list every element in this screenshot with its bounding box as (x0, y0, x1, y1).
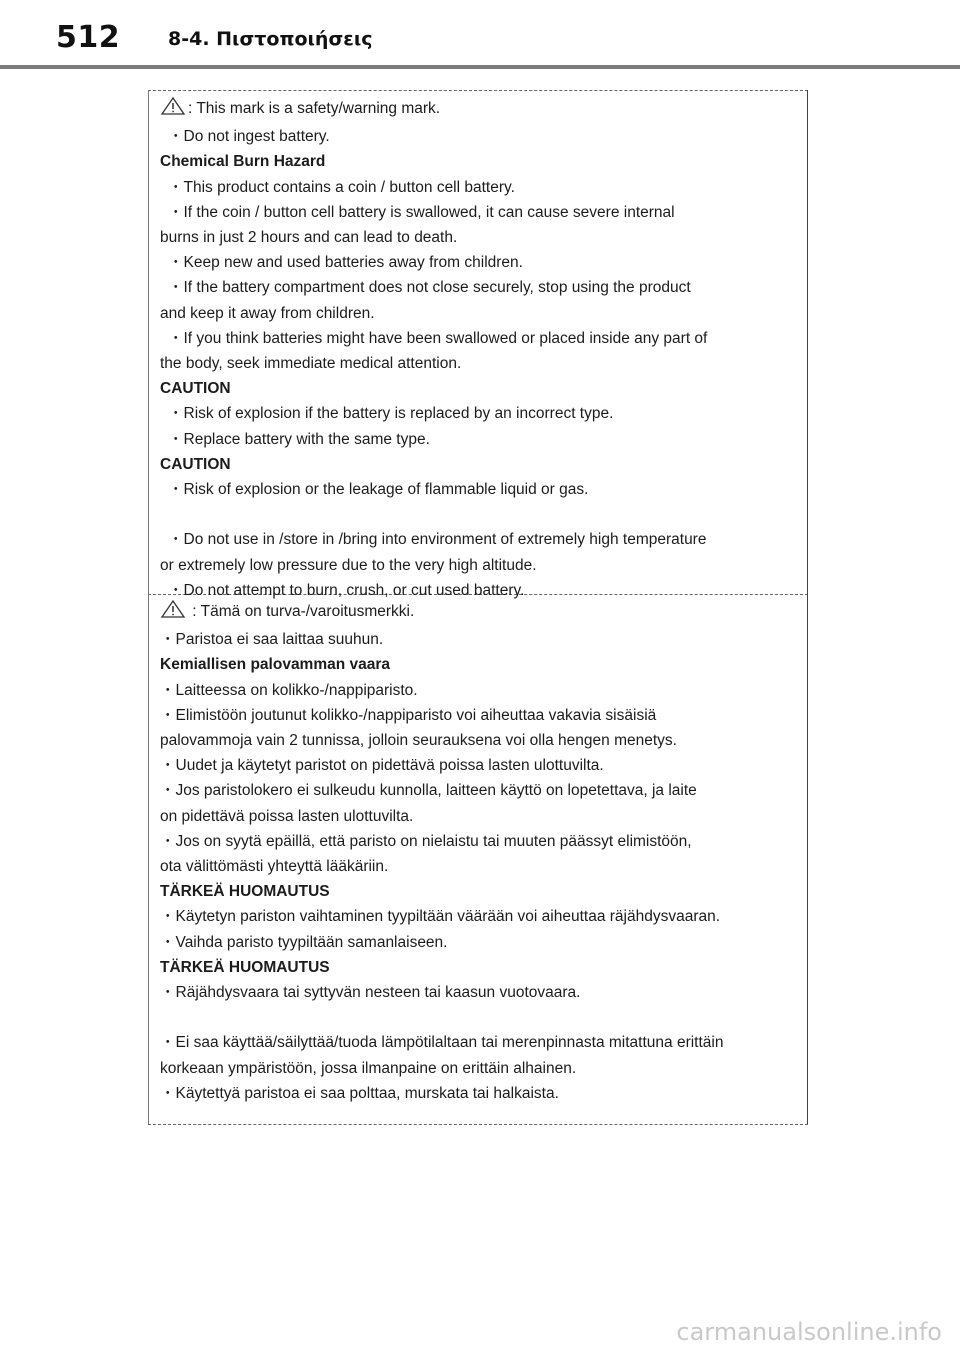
explosion-type-line: ・Risk of explosion if the battery is replaced by an incorrect type. (168, 405, 614, 423)
header-rule (0, 65, 960, 69)
compartment-line-2: and keep it away from children. (160, 304, 375, 322)
caution-heading-2: TÄRKEÄ HUOMAUTUS (160, 958, 330, 976)
keep-away-line: ・Uudet ja käytetyt paristot on pidettävä poissa lasten ulottuvilta. (160, 757, 604, 775)
finnish-warning-block (160, 599, 800, 1106)
swallowed-line-2: palovammoja vain 2 tunnissa, jolloin seurauksena voi olla hengen menetys. (160, 732, 677, 750)
frame-top-border (148, 90, 808, 91)
warning-triangle-icon (160, 96, 186, 124)
swallowed-line-1: ・Elimistöön joutunut kolikko-/nappiparisto voi aiheuttaa vakavia sisäisiä (160, 706, 657, 724)
chem-burn-heading: Chemical Burn Hazard (160, 153, 326, 171)
frame-left-border (148, 90, 149, 1124)
environment-line-2: or extremely low pressure due to the very high altitude. (160, 556, 537, 574)
caution-heading-2: CAUTION (160, 455, 231, 473)
no-ingest-line: ・Do not ingest battery. (168, 128, 330, 146)
chem-burn-heading: Kemiallisen palovamman vaara (160, 656, 391, 674)
replace-same-line: ・Vaihda paristo tyypiltään samanlaiseen. (160, 933, 448, 951)
contains-line: ・Laitteessa on kolikko-/nappiparisto. (160, 681, 418, 699)
caution-heading-1: TÄRKEÄ HUOMAUTUS (160, 883, 330, 901)
no-ingest-line: ・Paristoa ei saa laittaa suuhun. (160, 631, 384, 649)
swallowed-suspect-line-2: ota välittömästi yhteyttä lääkäriin. (160, 858, 389, 876)
keep-away-line: ・Keep new and used batteries away from children. (168, 254, 523, 272)
english-warning-block (160, 96, 800, 603)
explosion-leak-line: ・Räjähdysvaara tai syttyvän nesteen tai kaasun vuotovaara. (160, 984, 581, 1002)
swallowed-line-2: burns in just 2 hours and can lead to death. (160, 229, 458, 247)
compartment-line-2: on pidettävä poissa lasten ulottuvilta. (160, 807, 414, 825)
mark-text: : This mark is a safety/warning mark. (188, 100, 441, 117)
environment-line-2: korkeaan ympäristöön, jossa ilmanpaine on erittäin alhainen. (160, 1059, 577, 1077)
caution-heading-1: CAUTION (160, 380, 231, 398)
no-burn-line: ・Käytettyä paristoa ei saa polttaa, murskata tai halkaista. (160, 1084, 559, 1102)
frame-right-border (807, 90, 808, 1124)
explosion-leak-line: ・Risk of explosion or the leakage of flammable liquid or gas. (168, 481, 589, 499)
no-burn-line: ・Do not attempt to burn, crush, or cut used battery. (168, 581, 525, 599)
mark-line (160, 599, 800, 627)
swallowed-line-1: ・If the coin / button cell battery is swallowed, it can cause severe internal (168, 203, 675, 221)
watermark: carmanualsonline.info (676, 1318, 942, 1346)
mark-line (160, 96, 800, 124)
mark-text: : Tämä on turva-/varoitusmerkki. (188, 603, 415, 620)
spacer (160, 1005, 800, 1030)
replace-same-line: ・Replace battery with the same type. (168, 430, 430, 448)
page-number: 512 (56, 20, 121, 55)
spacer (160, 502, 800, 527)
explosion-type-line: ・Käytetyn pariston vaihtaminen tyypiltään väärään voi aiheuttaa räjähdysvaaran. (160, 908, 721, 926)
swallowed-suspect-line-1: ・If you think batteries might have been swallowed or placed inside any part of (168, 329, 708, 347)
contains-line: ・This product contains a coin / button cell battery. (168, 178, 515, 196)
warning-triangle-icon (160, 599, 186, 627)
compartment-line-1: ・Jos paristolokero ei sulkeudu kunnolla, laitteen käyttö on lopetettava, ja laite (160, 782, 697, 800)
compartment-line-1: ・If the battery compartment does not close securely, stop using the product (168, 279, 691, 297)
section-title: 8-4. Πιστοποιήσεις (168, 28, 373, 50)
environment-line-1: ・Do not use in /store in /bring into environment of extremely high temperature (168, 531, 707, 549)
frame-bottom-border (148, 1124, 808, 1125)
environment-line-1: ・Ei saa käyttää/säilyttää/tuoda lämpötilaltaan tai merenpinnasta mitattuna erittäin (160, 1034, 724, 1052)
page-header (0, 0, 960, 70)
swallowed-suspect-line-2: the body, seek immediate medical attention. (160, 355, 462, 373)
swallowed-suspect-line-1: ・Jos on syytä epäillä, että paristo on nielaistu tai muuten päässyt elimistöön, (160, 832, 692, 850)
